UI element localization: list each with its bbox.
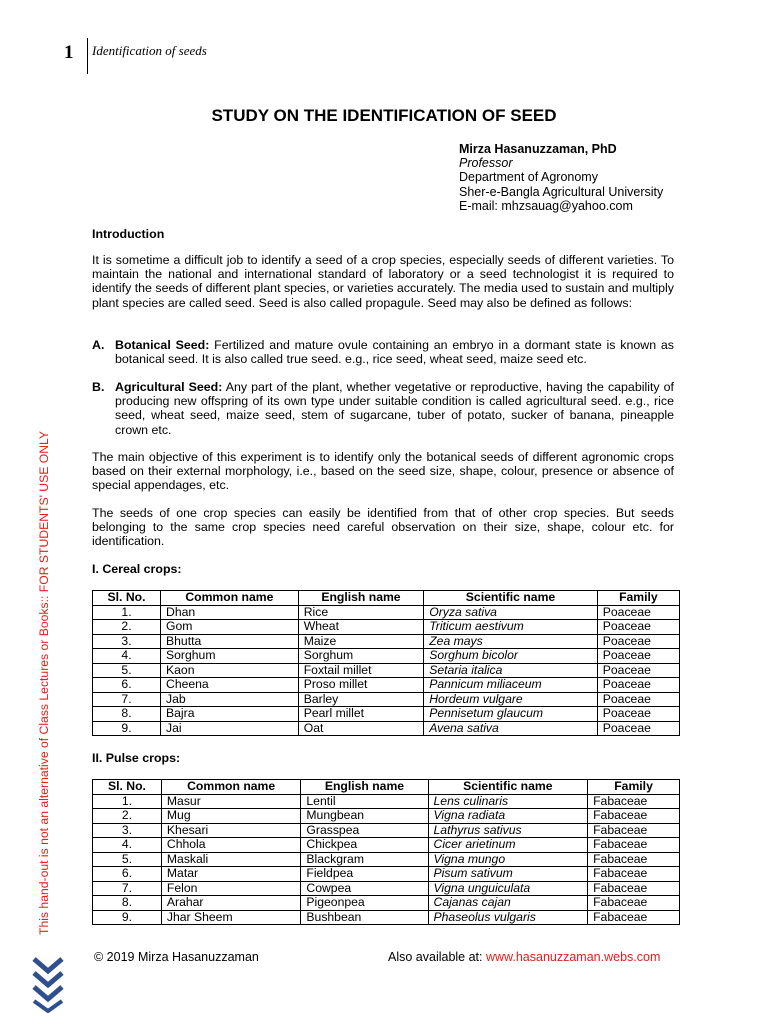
running-title: Identification of seeds	[92, 43, 207, 58]
scientific-name-cell: Phaseolus vulgaris	[428, 910, 588, 925]
english-name-cell: Rice	[298, 605, 423, 620]
serial-cell: 4.	[93, 838, 162, 853]
english-name-cell: Barley	[298, 692, 423, 707]
pulse-crops-table	[92, 779, 680, 925]
table-row	[93, 852, 680, 867]
header-divider	[87, 38, 88, 74]
family-cell: Fabaceae	[588, 852, 680, 867]
serial-cell: 7.	[93, 881, 162, 896]
document-title: STUDY ON THE IDENTIFICATION OF SEED	[211, 106, 557, 125]
table-row	[93, 620, 680, 635]
chevrons-down-icon	[30, 955, 66, 1013]
family-cell: Poaceae	[597, 721, 679, 736]
table-row	[93, 605, 680, 620]
family-cell: Poaceae	[597, 605, 679, 620]
family-cell: Fabaceae	[588, 867, 680, 882]
common-name-cell: Cheena	[161, 678, 299, 693]
serial-cell: 3.	[93, 823, 162, 838]
footer-url-link[interactable]: www.hasanuzzaman.webs.com	[485, 950, 661, 964]
english-name-cell: Maize	[298, 634, 423, 649]
serial-cell: 8.	[93, 707, 161, 722]
serial-cell: 5.	[93, 852, 162, 867]
footer-copyright: © 2019 Mirza Hasanuzzaman	[94, 950, 259, 964]
family-cell: Poaceae	[597, 663, 679, 678]
column-header: Sl. No.	[93, 780, 162, 795]
serial-cell: 3.	[93, 634, 161, 649]
english-name-cell: Foxtail millet	[298, 663, 423, 678]
common-name-cell: Arahar	[161, 896, 301, 911]
list-letter-a: A.	[92, 338, 105, 352]
scientific-name-cell: Cajanas cajan	[428, 896, 588, 911]
table-header-row	[93, 780, 680, 795]
table-row	[93, 881, 680, 896]
serial-cell: 5.	[93, 663, 161, 678]
english-name-cell: Lentil	[301, 794, 428, 809]
column-header: Family	[597, 591, 679, 606]
author-name: Mirza Hasanuzzaman, PhD	[459, 142, 617, 156]
scientific-name-cell: Avena sativa	[424, 721, 598, 736]
author-block	[459, 142, 663, 213]
scientific-name-cell: Pannicum miliaceum	[424, 678, 598, 693]
common-name-cell: Kaon	[161, 663, 299, 678]
column-header: Common name	[161, 780, 301, 795]
serial-cell: 2.	[93, 620, 161, 635]
author-role: Professor	[459, 156, 513, 171]
table-row	[93, 794, 680, 809]
english-name-cell: Cowpea	[301, 881, 428, 896]
scientific-name-cell: Hordeum vulgare	[424, 692, 598, 707]
scientific-name-cell: Oryza sativa	[424, 605, 598, 620]
family-cell: Fabaceae	[588, 881, 680, 896]
serial-cell: 4.	[93, 649, 161, 664]
pulse-heading: II. Pulse crops:	[92, 751, 181, 765]
common-name-cell: Gom	[161, 620, 299, 635]
agricultural-seed-text: Any part of the plant, whether vegetative or reproductive, having the capability of producing new offspring of its own type under suitable condition is called agricultural seed. e.g., rice seed, wheat seed, maize seed, stem of sugarcane, tuber of potato, sucker of banana, pineapple crown etc.	[115, 380, 675, 437]
english-name-cell: Grasspea	[301, 823, 428, 838]
scientific-name-cell: Pisum sativum	[428, 867, 588, 882]
intro-paragraph-1: It is sometime a difficult job to identify a seed of a crop species, especially seeds of different varieties. To maintain the national and international standard of laboratory or a seed technologist it is required to identify the seeds of different plant species, or varieties accurately. The media used to sustain and multiply plant species are called seed. Seed is also called propagule. Seed may also be defined as follows:	[92, 253, 674, 310]
family-cell: Fabaceae	[588, 794, 680, 809]
table-header-row	[93, 591, 680, 606]
english-name-cell: Wheat	[298, 620, 423, 635]
common-name-cell: Mug	[161, 809, 301, 824]
list-letter-b: B.	[92, 380, 105, 394]
english-name-cell: Chickpea	[301, 838, 428, 853]
english-name-cell: Pigeonpea	[301, 896, 428, 911]
scientific-name-cell: Vigna mungo	[428, 852, 588, 867]
common-name-cell: Jai	[161, 721, 299, 736]
english-name-cell: Oat	[298, 721, 423, 736]
table-row	[93, 707, 680, 722]
scientific-name-cell: Setaria italica	[424, 663, 598, 678]
intro-heading: Introduction	[92, 227, 165, 241]
scientific-name-cell: Cicer arietinum	[428, 838, 588, 853]
botanical-seed-term: Botanical Seed:	[115, 338, 210, 352]
column-header: Scientific name	[428, 780, 588, 795]
english-name-cell: Proso millet	[298, 678, 423, 693]
footer-availability	[388, 950, 660, 964]
english-name-cell: Blackgram	[301, 852, 428, 867]
table-row	[93, 678, 680, 693]
table-row	[93, 896, 680, 911]
serial-cell: 6.	[93, 867, 162, 882]
family-cell: Poaceae	[597, 678, 679, 693]
common-name-cell: Jab	[161, 692, 299, 707]
family-cell: Fabaceae	[588, 823, 680, 838]
serial-cell: 1.	[93, 605, 161, 620]
family-cell: Fabaceae	[588, 910, 680, 925]
table-row	[93, 634, 680, 649]
author-university: Sher-e-Bangla Agricultural University	[459, 184, 664, 199]
cereal-crops-table	[92, 590, 680, 736]
intro-paragraph-2: The main objective of this experiment is to identify only the botanical seeds of different agronomic crops based on their external morphology, i.e., based on the seed size, shape, colour, presence or absence of special appendages, etc.	[92, 450, 674, 493]
english-name-cell: Mungbean	[301, 809, 428, 824]
intro-paragraph-3: The seeds of one crop species can easily be identified from that of other crop species. But seeds belonging to the same crop species need careful observation on their size, shape, colour etc. for identification.	[92, 506, 674, 549]
definition-agricultural	[92, 380, 674, 437]
table-row	[93, 663, 680, 678]
table-row	[93, 692, 680, 707]
family-cell: Fabaceae	[588, 809, 680, 824]
scientific-name-cell: Vigna radiata	[428, 809, 588, 824]
column-header: Family	[588, 780, 680, 795]
family-cell: Fabaceae	[588, 838, 680, 853]
common-name-cell: Matar	[161, 867, 301, 882]
common-name-cell: Dhan	[161, 605, 299, 620]
scientific-name-cell: Zea mays	[424, 634, 598, 649]
common-name-cell: Chhola	[161, 838, 301, 853]
table-row	[93, 838, 680, 853]
table-row	[93, 910, 680, 925]
table-row	[93, 649, 680, 664]
table-row	[93, 809, 680, 824]
scientific-name-cell: Pennisetum glaucum	[424, 707, 598, 722]
scientific-name-cell: Lathyrus sativus	[428, 823, 588, 838]
table-row	[93, 867, 680, 882]
column-header: Sl. No.	[93, 591, 161, 606]
serial-cell: 6.	[93, 678, 161, 693]
serial-cell: 9.	[93, 910, 162, 925]
column-header: English name	[301, 780, 428, 795]
common-name-cell: Jhar Sheem	[161, 910, 301, 925]
serial-cell: 8.	[93, 896, 162, 911]
agricultural-seed-term: Agricultural Seed:	[115, 380, 223, 394]
english-name-cell: Bushbean	[301, 910, 428, 925]
common-name-cell: Masur	[161, 794, 301, 809]
column-header: Scientific name	[424, 591, 598, 606]
family-cell: Poaceae	[597, 649, 679, 664]
family-cell: Poaceae	[597, 707, 679, 722]
table-row	[93, 823, 680, 838]
definition-botanical	[92, 338, 674, 366]
english-name-cell: Sorghum	[298, 649, 423, 664]
author-email: E-mail: mhzsauag@yahoo.com	[459, 198, 633, 213]
family-cell: Poaceae	[597, 620, 679, 635]
common-name-cell: Sorghum	[161, 649, 299, 664]
serial-cell: 2.	[93, 809, 162, 824]
family-cell: Fabaceae	[588, 896, 680, 911]
side-disclaimer: This hand-out is not an alternative of Class Lectures or Books:: FOR STUDENTS' USE ONLY	[37, 430, 51, 935]
scientific-name-cell: Lens culinaris	[428, 794, 588, 809]
common-name-cell: Maskali	[161, 852, 301, 867]
cereal-heading: I. Cereal crops:	[92, 562, 182, 576]
footer-also-label: Also available at:	[388, 950, 486, 964]
author-department: Department of Agronomy	[459, 170, 598, 185]
page-number: 1	[64, 42, 74, 63]
column-header: Common name	[161, 591, 299, 606]
family-cell: Poaceae	[597, 692, 679, 707]
common-name-cell: Felon	[161, 881, 301, 896]
scientific-name-cell: Triticum aestivum	[424, 620, 598, 635]
serial-cell: 7.	[93, 692, 161, 707]
english-name-cell: Pearl millet	[298, 707, 423, 722]
serial-cell: 1.	[93, 794, 162, 809]
common-name-cell: Bhutta	[161, 634, 299, 649]
english-name-cell: Fieldpea	[301, 867, 428, 882]
serial-cell: 9.	[93, 721, 161, 736]
common-name-cell: Bajra	[161, 707, 299, 722]
table-row	[93, 721, 680, 736]
common-name-cell: Khesari	[161, 823, 301, 838]
column-header: English name	[298, 591, 423, 606]
family-cell: Poaceae	[597, 634, 679, 649]
scientific-name-cell: Sorghum bicolor	[424, 649, 598, 664]
scientific-name-cell: Vigna unguiculata	[428, 881, 588, 896]
botanical-seed-text: Fertilized and mature ovule containing an embryo in a dormant state is known as botanical seed. It is also called true seed. e.g., rice seed, wheat seed, maize seed etc.	[115, 338, 674, 367]
